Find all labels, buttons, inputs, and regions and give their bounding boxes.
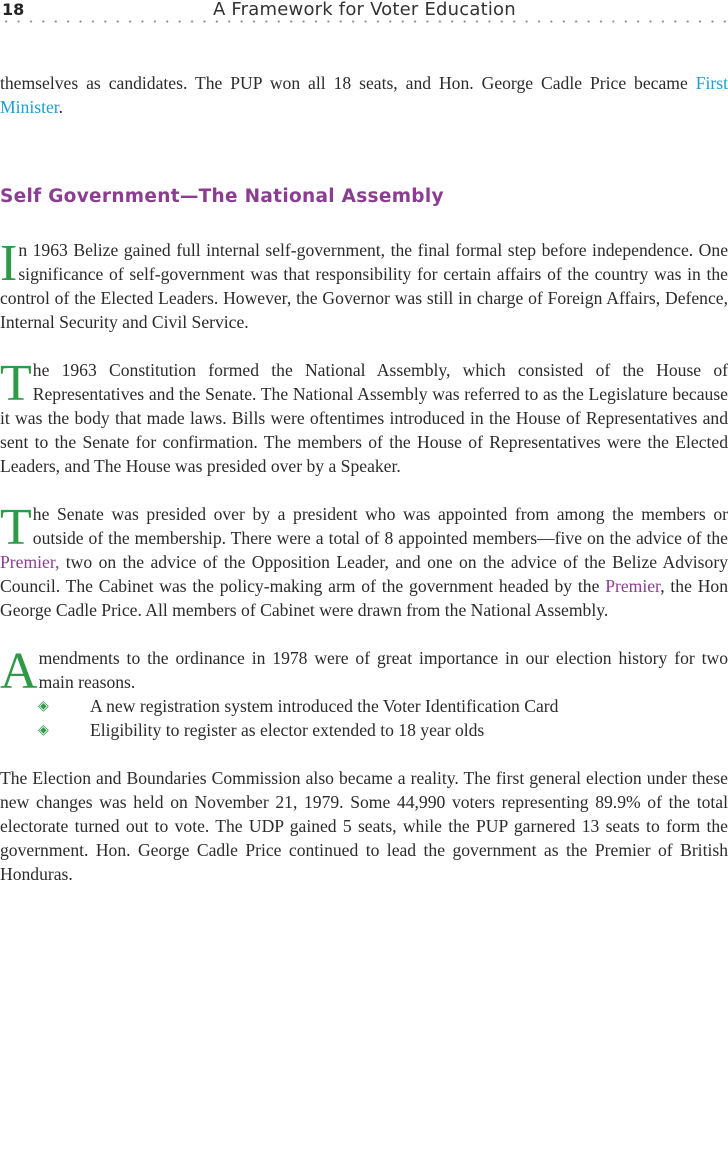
paragraph-text: he Senate was presided over by a president who was appointed from among the members or outside of the membership. There were a total of 8 appointed members—five on the advice of the (32, 504, 728, 548)
paragraph-senate (0, 499, 728, 622)
paragraph-text: mendments to the ordinance in 1978 were of great importance in our election history for two main reasons. (38, 648, 728, 692)
paragraph-text: he 1963 Constitution formed the National Assembly, which consisted of the House of Representatives and the Senate. The National Assembly was referred to as the Legislature because it was the body that made laws. Bills were oftentimes introduced in the House of Representatives and sent to the Senate for confirmation. The members of the House of Representatives were the Elected Leaders, and The House was presided over by a Speaker. (0, 360, 728, 476)
list-item-text: A new registration system introduced the Voter Identification Card (90, 696, 559, 716)
dropcap-letter: T (0, 499, 32, 556)
paragraph-amendments (0, 643, 728, 700)
first-minister-link[interactable]: First Minister (0, 73, 728, 117)
diamond-bullet-icon: ◈ (38, 698, 49, 714)
intro-text: themselves as candidates. The PUP won all 18 seats, and Hon. George Cadle Price became (0, 73, 696, 93)
page-number: 18 (2, 0, 25, 19)
paragraph-self-government (0, 235, 728, 334)
diamond-bullet-icon: ◈ (38, 722, 49, 738)
intro-paragraph (0, 71, 728, 119)
section-heading: Self Government—The National Assembly (0, 186, 444, 207)
page-header (0, 0, 728, 24)
intro-text-end: . (58, 97, 64, 117)
dropcap-letter: I (0, 235, 18, 292)
paragraph-text: n 1963 Belize gained full internal self-government, the final formal step before independence. One significance of self-government was that responsibility for certain affairs of the country was in the control of the Elected Leaders. However, the Governor was still in charge of Foreign Affairs, Defence, Internal Security and Civil Service. (0, 240, 728, 332)
paragraph-election-1979: The Election and Boundaries Commission also became a reality. The first general election under these new changes was held on November 21, 1979. Some 44,990 voters representing 89.9% of the total electorate turned out to vote. The UDP gained 5 seats, while the PUP garnered 13 seats to form the government. Hon. George Cadle Price continued to lead the government as the Premier of British Honduras. (0, 768, 728, 884)
paragraph-text: , the Hon George Cadle Price. All members of Cabinet were drawn from the National Assembly. (0, 576, 728, 620)
premier-highlight: Premier, (0, 552, 60, 572)
dropcap-letter: T (0, 355, 32, 412)
page-body (0, 71, 728, 886)
paragraph-constitution (0, 355, 728, 478)
dotted-divider (0, 20, 728, 23)
list-item (0, 718, 728, 742)
dropcap-letter: A (0, 643, 38, 700)
amendment-list (0, 694, 728, 742)
list-item-text: Eligibility to register as elector extended to 18 year olds (90, 720, 485, 740)
paragraph-text: two on the advice of the Opposition Leader, and one on the advice of the Belize Advisory Council. The Cabinet was the policy-making arm of the government headed by the (0, 552, 728, 596)
premier-highlight: Premier (605, 576, 661, 596)
running-title: A Framework for Voter Education (213, 0, 516, 20)
list-item (0, 694, 728, 718)
